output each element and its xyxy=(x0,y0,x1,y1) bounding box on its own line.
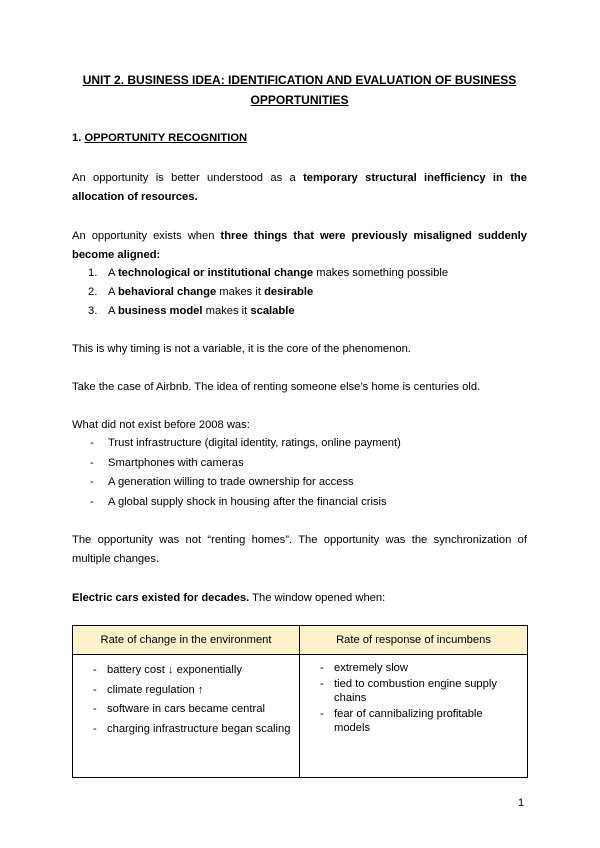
list-item: - tied to combustion engine supply chains xyxy=(308,677,519,706)
paragraph-bold-text: Electric cars existed for decades. xyxy=(72,592,250,604)
section-title: OPPORTUNITY RECOGNITION xyxy=(84,132,248,144)
table-row xyxy=(73,655,528,778)
table-cell xyxy=(73,655,300,778)
list-number: 3. xyxy=(88,305,98,317)
list-item: - software in cars became central xyxy=(81,700,291,720)
paragraph-bold-text: temporary structural inefficiency in the allocation of resources. xyxy=(72,172,527,203)
section-number: 1. xyxy=(72,132,82,144)
list-item: - A generation willing to trade ownership for access xyxy=(90,476,354,488)
table-header-cell: Rate of response of incumbens xyxy=(300,626,528,655)
paragraph-text: An opportunity exists when xyxy=(72,230,221,242)
dash-list xyxy=(72,434,527,512)
paragraph-synchronization: The opportunity was not “renting homes”. The opportunity was the synchronization of multiple changes. xyxy=(72,534,527,565)
paragraph-opportunity-definition xyxy=(72,169,527,207)
paragraph-before-2008: What did not exist before 2008 was: xyxy=(72,419,250,431)
table-header-row xyxy=(73,626,528,655)
list-item-text: A business model makes it scalable xyxy=(108,305,295,317)
paragraph-timing: This is why timing is not a variable, it is the core of the phenomenon. xyxy=(72,343,411,355)
comparison-table xyxy=(72,625,528,778)
paragraph-text: An opportunity is better understood as a xyxy=(72,172,304,184)
numbered-list xyxy=(72,264,527,321)
paragraph-airbnb: Take the case of Airbnb. The idea of renting someone else’s home is centuries old. xyxy=(72,381,481,393)
list-item: - fear of cannibalizing profitable models xyxy=(308,707,519,736)
list-item: - extremely slow xyxy=(308,661,519,676)
paragraph-electric-cars xyxy=(72,589,527,608)
list-item xyxy=(72,283,527,302)
list-item: - climate regulation ↑ xyxy=(81,681,291,701)
list-number: 1. xyxy=(88,267,98,279)
list-item: - charging infrastructure began scaling xyxy=(81,720,291,740)
page-number: 1 xyxy=(518,797,525,809)
list-item-text: A technological or institutional change makes something possible xyxy=(108,267,449,279)
list-item: - Smartphones with cameras xyxy=(90,456,244,469)
list-item-text: A behavioral change makes it desirable xyxy=(108,286,314,298)
list-number: 2. xyxy=(88,286,98,298)
cell-list xyxy=(308,661,519,736)
list-item xyxy=(72,264,527,283)
paragraph-three-things xyxy=(72,227,527,265)
list-item: - Trust infrastructure (digital identity, ratings, online payment) xyxy=(90,437,401,449)
cell-list xyxy=(81,661,291,739)
table-header-cell: Rate of change in the environment xyxy=(73,626,300,655)
paragraph-text: The window opened when: xyxy=(249,592,386,604)
section-heading xyxy=(72,132,247,144)
list-item xyxy=(72,302,527,321)
page-title: UNIT 2. BUSINESS IDEA: IDENTIFICATION AND EVALUATION OF BUSINESS OPPORTUNITIES xyxy=(82,73,517,107)
list-item: - A global supply shock in housing after the financial crisis xyxy=(90,495,387,508)
list-item: - battery cost ↓ exponentially xyxy=(81,661,291,681)
table-cell xyxy=(300,655,528,778)
paragraph-bold-text: three things that were previously misaligned suddenly become aligned: xyxy=(72,230,528,261)
